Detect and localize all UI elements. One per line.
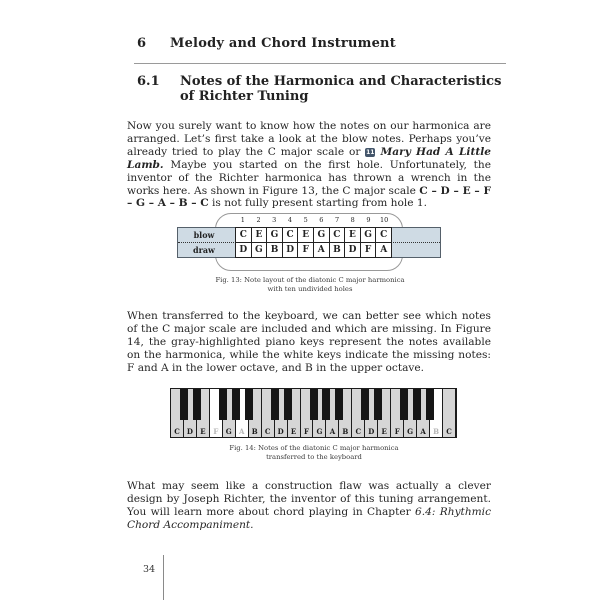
key-label: C [174,427,180,436]
key-label: F [394,427,400,436]
blow-note-cell: C [329,227,345,242]
hole-number: 3 [272,216,277,224]
black-key [400,389,408,420]
section-title: Notes of the Harmonica and Characteristics of Richter Tuning [180,74,502,104]
paragraph-keyboard: When transferred to the keyboard, we can better see which notes of the C major scale are included and which are missing. In Figure 14, the gray-highlighted piano keys represent the notes available on the harmonica, while the white keys indicate the missing notes: F and A in the lower octave, and B in the upper octave. [127,310,491,374]
figure14-caption: Fig. 14: Notes of the diatonic C major harmonica transferred to the keyboard [229,444,399,461]
hole-number: 5 [303,216,308,224]
black-key [322,389,330,420]
heading-divider [134,63,506,64]
blow-note-cell: C [282,227,298,242]
draw-row-label: draw [193,245,215,255]
blow-note-cell: G [313,227,329,242]
track-number-icon: 11 [366,148,375,156]
black-key [426,389,434,420]
black-key [284,389,292,420]
draw-note-cell: B [266,242,282,257]
blow-note-cell: E [251,227,267,242]
key-label: A [420,427,426,436]
black-key [180,389,188,420]
key-label: E [200,427,206,436]
page-number: 34 [143,564,156,575]
hole-number: 2 [256,216,261,224]
note-grid [235,227,392,258]
key-label: G [407,427,414,436]
blow-note-cell: E [297,227,313,242]
black-key [335,389,343,420]
hole-number: 8 [350,216,355,224]
key-label: D [277,427,284,436]
draw-note-cell: F [297,242,313,257]
piano-keyboard [170,388,457,438]
section-number: 6.1 [137,74,160,89]
black-key [271,389,279,420]
key-label: G [225,427,232,436]
chapter-heading [137,36,396,51]
key-label: B [251,427,258,436]
blow-note-cell: E [344,227,360,242]
key-label: E [381,427,387,436]
black-key [245,389,253,420]
key-label: C [355,427,362,436]
key-label: A [239,427,245,436]
black-key [374,389,382,420]
draw-note-cell: D [282,242,298,257]
draw-note-cell: G [251,242,267,257]
black-key [310,389,318,420]
section-heading [137,74,501,104]
key-label: F [213,427,219,436]
figure13-caption: Fig. 13: Note layout of the diatonic C major harmonica with ten undivided holes [215,276,405,293]
key-label: G [316,427,323,436]
key-label: B [342,427,349,436]
paragraph-intro: Now you surely want to know how the notes on our harmonica are arranged. Let’s first take a look at the blow notes. Perhaps you’ve already tried to play the C major scale or 11 Mary Had A Little Lamb. Maybe you started on the first hole. Unfortunately, the inventor of the Richter harmonica has thrown a wrench in the works here. As shown in Figure 13, the C major scale C – D – E – F – G – A – B – C is not fully present starting from hole 1. [127,120,491,210]
draw-note-cell: D [344,242,360,257]
chapter-title: Melody and Chord Instrument [170,36,396,51]
hole-number: 7 [334,216,340,224]
black-key [361,389,369,420]
blow-note-cell: C [235,227,251,242]
black-key [193,389,201,420]
key-label: C [264,427,271,436]
blow-note-cell: C [375,227,391,242]
draw-note-cell: F [360,242,376,257]
white-key-C-highlighted [443,389,456,437]
draw-note-cell: D [235,242,251,257]
key-label: B [433,427,439,436]
black-key [413,389,421,420]
key-label: D [186,427,193,436]
key-label: A [329,427,336,436]
key-label: E [290,427,297,436]
key-label: C [446,427,452,436]
black-key [232,389,240,420]
key-label: D [368,427,375,436]
paragraph-design: What may seem like a construction flaw was actually a clever design by Joseph Richter, the inventor of this tuning arrangement. You will learn more about chord playing in Chapter 6.4: Rhythmic Chord Accompaniment. [127,480,492,531]
blow-row-label: blow [193,230,215,240]
draw-note-cell: A [313,242,329,257]
draw-note-cell: A [375,242,391,257]
hole-number: 6 [319,216,324,224]
blow-note-cell: G [266,227,282,242]
hole-number: 10 [380,216,389,224]
chapter-number: 6 [137,36,147,51]
hole-number: 4 [287,216,293,224]
hole-numbers-row [235,216,392,224]
hole-number: 9 [366,216,371,224]
footer-rule [163,555,164,600]
black-key [219,389,227,420]
key-label: F [304,427,309,436]
hole-number: 1 [240,216,245,224]
blow-note-cell: G [360,227,376,242]
draw-note-cell: B [329,242,345,257]
